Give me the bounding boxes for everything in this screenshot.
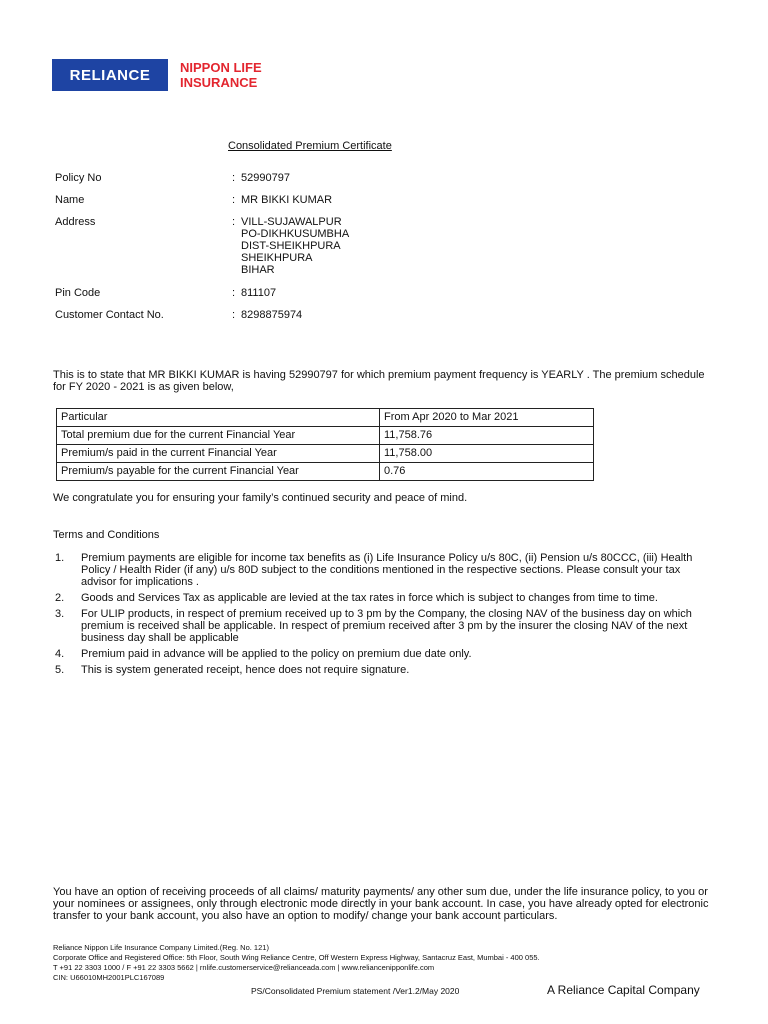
list-item xyxy=(55,552,695,588)
table-cell: Premium/s payable for the current Financial Year xyxy=(57,463,380,481)
table-cell: Premium/s paid in the current Financial Year xyxy=(57,445,380,463)
address-line: BIHAR xyxy=(241,264,275,276)
term-number: 1. xyxy=(55,552,65,564)
pin-code-value: 811107 xyxy=(241,287,277,299)
table-row xyxy=(57,463,594,481)
footer-line: Corporate Office and Registered Office: 5th Floor, South Wing Reliance Centre, Off Western Express Highway, Santacruz East, Mumbai - 400 055. xyxy=(53,953,540,962)
table-cell: 0.76 xyxy=(380,463,594,481)
footer-parent-company: A Reliance Capital Company xyxy=(547,983,700,997)
policy-no-label: Policy No xyxy=(55,172,102,184)
footer-company-info xyxy=(53,943,540,983)
logo-line-2: INSURANCE xyxy=(180,75,258,90)
term-text: Goods and Services Tax as applicable are levied at the tax rates in force which is subject to changes from time to time. xyxy=(81,592,658,604)
table-cell: 11,758.00 xyxy=(380,445,594,463)
table-header-cell: Particular xyxy=(57,409,380,427)
term-text: For ULIP products, in respect of premium received up to 3 pm by the Company, the closing NAV of the business day on which premium is received shall be applicable. In respect of premium received after 3 pm by the insurer the closing NAV of the next business day shall be applicable xyxy=(81,608,692,644)
pin-code-colon: : xyxy=(232,287,236,299)
term-number: 3. xyxy=(55,608,65,620)
term-number: 4. xyxy=(55,648,65,660)
logo-insurer-name xyxy=(180,60,262,90)
table-header-cell: From Apr 2020 to Mar 2021 xyxy=(380,409,594,427)
term-number: 2. xyxy=(55,592,65,604)
term-text: This is system generated receipt, hence does not require signature. xyxy=(81,664,410,676)
name-label: Name xyxy=(55,194,85,206)
list-item xyxy=(55,608,695,644)
bank-option-text: You have an option of receiving proceeds of all claims/ maturity payments/ any other sum due, under the life insurance policy, to you or your nominees or assignees, only through electronic mode directly in your bank account. In case, you have already opted for electronic transfer to your bank account, you also have an option to modify/ change your bank account particulars. xyxy=(53,886,709,922)
address-label: Address xyxy=(55,216,96,228)
term-number: 5. xyxy=(55,664,65,676)
list-item xyxy=(55,592,695,604)
congrats-text: We congratulate you for ensuring your family’s continued security and peace of mind. xyxy=(53,492,468,504)
table-cell: 11,758.76 xyxy=(380,427,594,445)
term-text: Premium payments are eligible for income tax benefits as (i) Life Insurance Policy u/s 80C, (ii) Pension u/s 80CCC, (iii) Health Policy / Health Rider (if any) u/s 80D subject to the conditions mentioned in the respective sections. Please consult your tax advisor for implications . xyxy=(81,552,693,588)
contact-colon: : xyxy=(232,309,236,321)
address-line: DIST-SHEIKHPURA xyxy=(241,240,341,252)
footer-line: CIN: U66010MH2001PLC167089 xyxy=(53,973,165,982)
table-header-row xyxy=(57,409,594,427)
contact-value: 8298875974 xyxy=(241,309,303,321)
statement-text: This is to state that MR BIKKI KUMAR is having 52990797 for which premium payment frequency is YEARLY . The premium schedule for FY 2020 - 2021 is as given below, xyxy=(53,369,705,393)
table-row xyxy=(57,427,594,445)
term-text: Premium paid in advance will be applied to the policy on premium due date only. xyxy=(81,648,472,660)
address-line: PO-DIKHKUSUMBHA xyxy=(241,228,350,240)
reliance-logo xyxy=(52,59,168,91)
footer-line: Reliance Nippon Life Insurance Company Limited.(Reg. No. 121) xyxy=(53,943,269,952)
logo-brand: RELIANCE xyxy=(69,66,151,84)
pin-code-label: Pin Code xyxy=(55,287,101,299)
contact-label: Customer Contact No. xyxy=(55,309,164,321)
address-value xyxy=(241,216,349,276)
table-cell: Total premium due for the current Financial Year xyxy=(57,427,380,445)
address-colon: : xyxy=(232,216,236,228)
policy-no-value: 52990797 xyxy=(241,172,290,184)
name-colon: : xyxy=(232,194,236,206)
policy-no-colon: : xyxy=(232,172,236,184)
terms-list xyxy=(55,552,695,680)
name-value: MR BIKKI KUMAR xyxy=(241,194,333,206)
footer-line: T +91 22 3303 1000 / F +91 22 3303 5662 | rnlife.customerservice@relianceada.com | www.reliancenipponlife.com xyxy=(53,963,435,972)
list-item xyxy=(55,648,695,660)
terms-title: Terms and Conditions xyxy=(53,529,160,541)
page-title: Consolidated Premium Certificate xyxy=(228,140,392,152)
address-line: SHEIKHPURA xyxy=(241,252,313,264)
address-line: VILL-SUJAWALPUR xyxy=(241,216,342,228)
table-row xyxy=(57,445,594,463)
list-item xyxy=(55,664,695,676)
logo-line-1: NIPPON LIFE xyxy=(180,60,262,75)
footer-document-ref: PS/Consolidated Premium statement /Ver1.2/May 2020 xyxy=(251,986,460,996)
premium-table xyxy=(56,408,594,481)
